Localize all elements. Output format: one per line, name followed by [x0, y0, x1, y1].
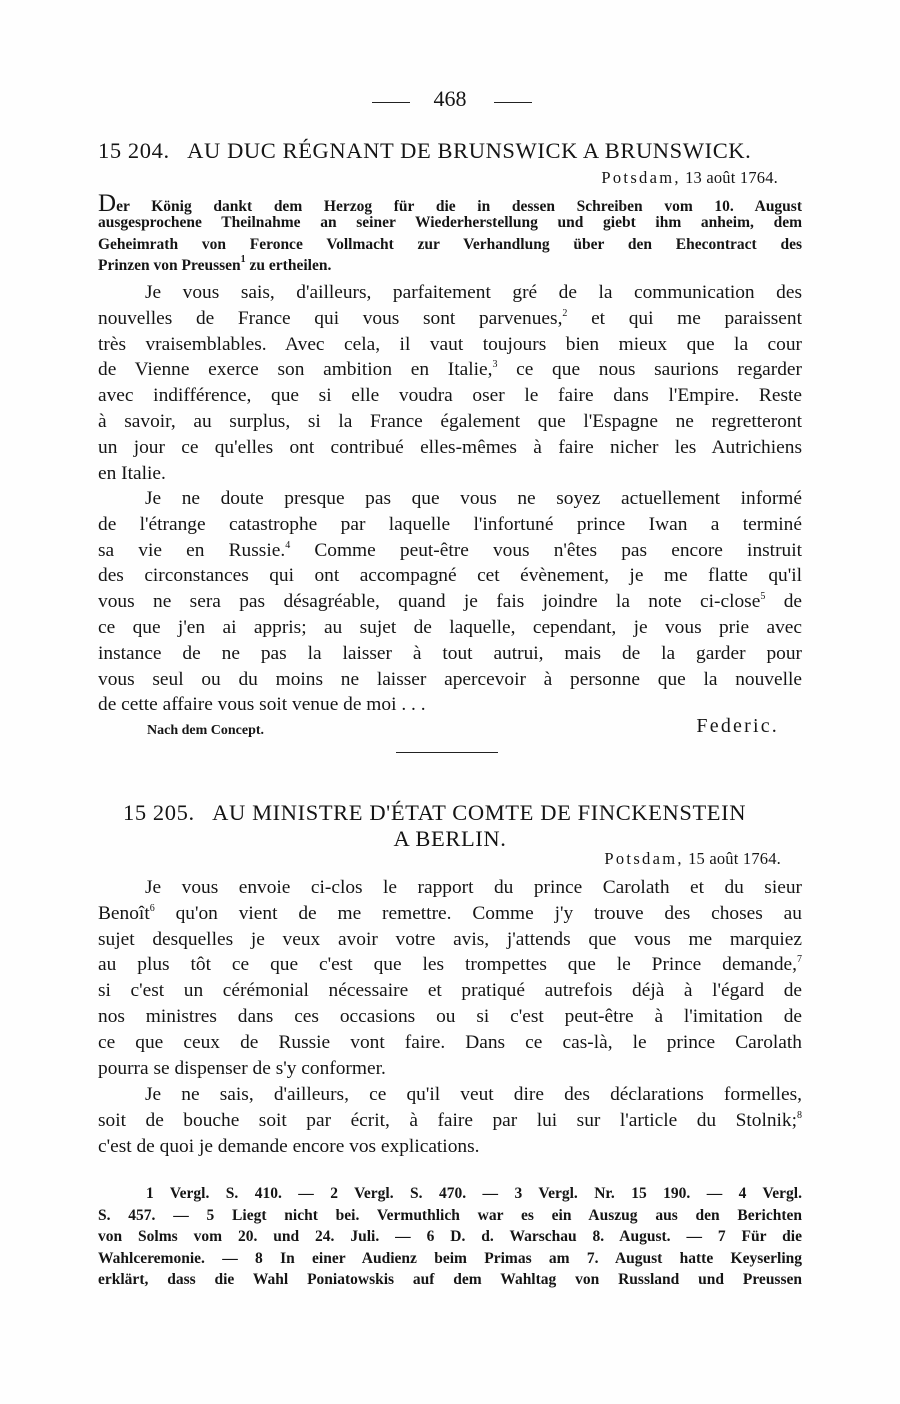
- footnotes: [98, 1183, 802, 1291]
- footnote-line: S. 457. — 5 Liegt nicht bei. Vermuthlich war es ein Auszug aus den Berichten: [98, 1206, 802, 1224]
- text-line: si c'est un cérémonial nécessaire et pratiqué autrefois déjà à l'égard de: [98, 980, 802, 1002]
- letter-body-paragraph-1: [98, 280, 802, 486]
- footnote-ref: 1: [240, 253, 246, 265]
- footnote-line: Wahlceremonie. — 8 In einer Audienz beim Primas am 7. August hatte Keyserling: [98, 1249, 802, 1267]
- date-value: 15 août 1764.: [688, 849, 781, 868]
- text-line: pourra se dispenser de s'y conformer.: [98, 1057, 386, 1079]
- letter-body-paragraph-1: [98, 875, 802, 1081]
- footnote-ref: 8: [797, 1109, 802, 1121]
- letter-body-paragraph-2: [98, 486, 802, 718]
- text-line: un jour ce qu'elles ont contribué elles-mêmes à faire nicher les Autrichiens: [98, 436, 802, 458]
- text-line: sujet desquelles je veux avoir votre avis, j'attends que vous me marquiez: [98, 928, 802, 950]
- text-line: à savoir, au surplus, si la France également que l'Espagne ne regretteront: [98, 410, 802, 432]
- text-line: en Italie.: [98, 462, 166, 484]
- letter-title: AU MINISTRE D'ÉTAT COMTE DE FINCKENSTEIN: [212, 800, 747, 825]
- footnote-line: erklärt, dass die Wahl Poniatowskis auf dem Wahltag von Russland und Preussen: [98, 1271, 802, 1289]
- letter-date: [604, 849, 781, 869]
- text-line: Je ne sais, d'ailleurs, ce qu'il veut dire des déclarations formelles,: [145, 1084, 802, 1105]
- text-line: de cette affaire vous soit venue de moi . . .: [98, 694, 426, 716]
- text-line: Je ne doute presque pas que vous ne soyez actuellement informé: [145, 488, 802, 509]
- letter-number: 15 204.: [98, 138, 170, 163]
- letter-title: AU DUC RÉGNANT DE BRUNSWICK A BRUNSWICK.: [187, 138, 752, 163]
- letter-heading: [98, 138, 751, 164]
- text-line: ce que ceux de Russie vont faire. Dans ce cas-là, le prince Carolath: [98, 1031, 802, 1053]
- text-line: ce que j'en ai appris; au sujet de laquelle, cependant, je vous prie avec: [98, 616, 802, 638]
- text-line: de l'étrange catastrophe par laquelle l'infortuné prince Iwan a terminé: [98, 513, 802, 535]
- date-value: 13 août 1764.: [685, 168, 778, 187]
- page-number: 468: [433, 86, 467, 111]
- text-line: très vraisemblables. Avec cela, il vaut toujours bien mieux que la cour: [98, 333, 802, 355]
- text-line: nos ministres dans ces occasions ou si c'est peut-être à l'imitation de: [98, 1005, 802, 1027]
- text-line: Benoît$^6$ qu'on vient de me remettre. Comme j'y trouve des choses au: [98, 902, 802, 924]
- footnote-line: 1 Vergl. S. 410. — 2 Vergl. S. 470. — 3 Vergl. Nr. 15 190. — 4 Vergl.: [146, 1185, 802, 1202]
- source-note: Nach dem Concept.: [147, 723, 265, 738]
- text-line: c'est de quoi je demande encore vos explications.: [98, 1135, 480, 1157]
- letter-heading: [123, 800, 746, 826]
- summary-line: Geheimrath von Feronce Vollmacht zur Verhandlung über den Ehecontract des: [98, 235, 802, 253]
- footnote-ref: 2: [562, 307, 568, 319]
- letter-title-line-2: A BERLIN.: [393, 826, 507, 851]
- text-line: vous seul ou du moins ne laisser apercevoir à personne que la nouvelle: [98, 668, 802, 690]
- text-line: nouvelles de France qui vous sont parvenues,$^2$ et qui me paraissent: [98, 307, 802, 329]
- date-place: Potsdam,: [601, 168, 681, 187]
- page-number-dash-right: [494, 102, 532, 103]
- summary-line: ausgesprochene Theilnahme an seiner Wiederherstellung und giebt ihm anheim, dem: [98, 214, 802, 232]
- footnote-ref: 4: [285, 539, 291, 551]
- text-line: avec indifférence, que si elle voudra oser le faire dans l'Empire. Reste: [98, 385, 802, 407]
- text-line: sa vie en Russie.$^4$ Comme peut-être vous n'êtes pas encore instruit: [98, 539, 803, 561]
- text-line: des circonstances qui ont accompagné cet évènement, je me flatte qu'il: [98, 565, 802, 587]
- drop-cap: D: [98, 190, 117, 217]
- letter-summary: [98, 191, 802, 276]
- text-line: Je vous sais, d'ailleurs, parfaitement gré de la communication des: [145, 282, 802, 303]
- footnote-ref: 3: [492, 359, 498, 371]
- text-line: Je vous envoie ci-clos le rapport du prince Carolath et du sieur: [145, 877, 802, 898]
- text-line: instance de ne pas la laisser à tout autrui, mais de la garder pour: [98, 642, 802, 664]
- text-line: soit de bouche soit par écrit, à faire par lui sur l'article du Stolnik;$^8$: [98, 1109, 802, 1131]
- letter-number: 15 205.: [123, 800, 195, 825]
- letter-body-paragraph-2: [98, 1082, 802, 1159]
- signature: Federic.: [696, 715, 779, 737]
- footnote-ref: 7: [797, 954, 802, 966]
- text-line: au plus tôt ce que c'est que les trompettes que le Prince demande,$^7$: [98, 954, 802, 976]
- section-divider: [396, 752, 498, 753]
- footnote-ref: 6: [149, 902, 155, 914]
- letter-date: [601, 168, 778, 188]
- footnote-line: von Solms vom 20. und 24. Juli. — 6 D. d. Warschau 8. August. — 7 Für die: [98, 1228, 802, 1246]
- date-place: Potsdam,: [604, 849, 684, 868]
- text-line: vous ne sera pas désagréable, quand je fais joindre la note ci-close$^5$ de: [98, 591, 802, 613]
- text-line: de Vienne exerce son ambition en Italie,$^3$ ce que nous saurions regarder: [98, 359, 802, 381]
- summary-line: Der König dankt dem Herzog für die in dessen Schreiben vom 10. August: [98, 190, 802, 217]
- summary-line: Prinzen von Preussen$^1$ zu ertheilen.: [98, 253, 332, 274]
- footnote-ref: 5: [760, 591, 766, 603]
